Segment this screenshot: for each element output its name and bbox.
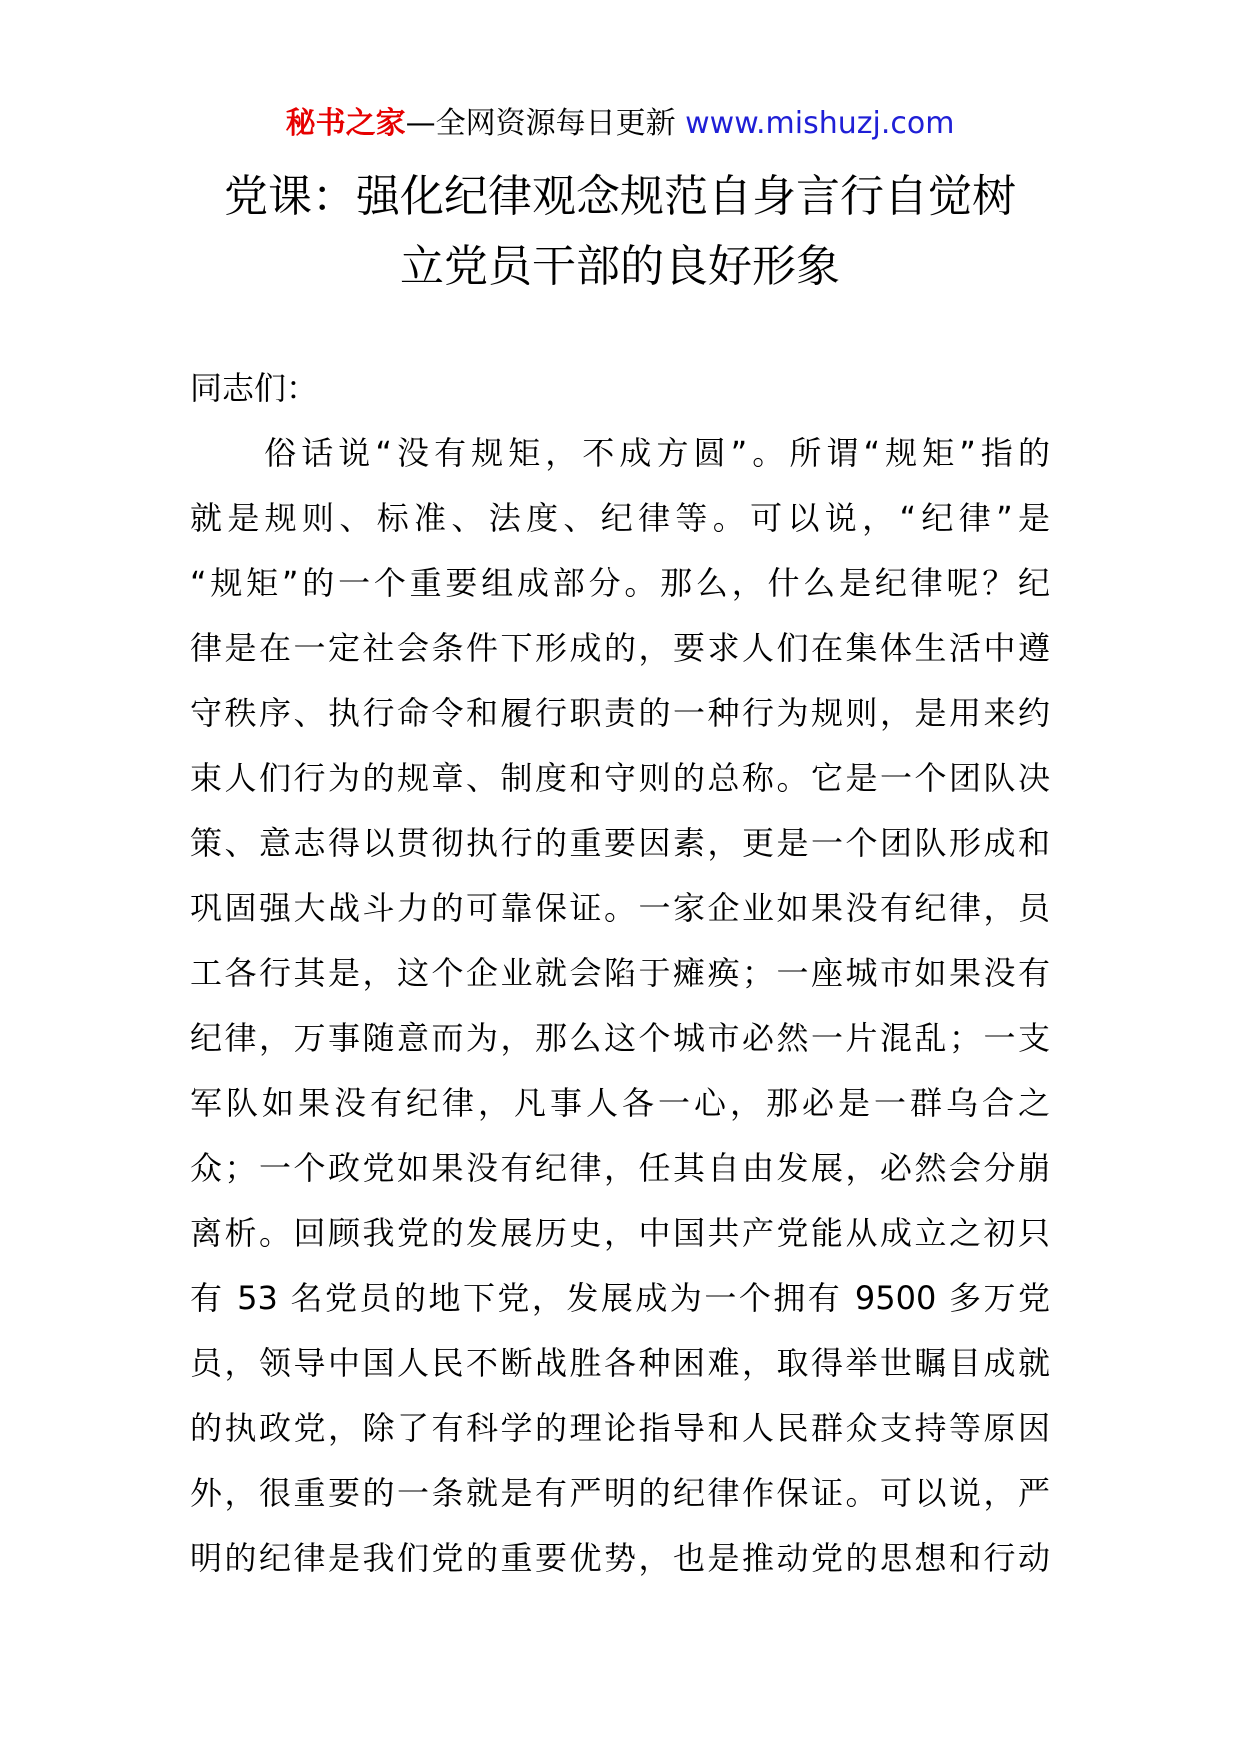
body-line: 员，领导中国人民不断战胜各种困难，取得举世瞩目成就 xyxy=(190,1344,1050,1382)
document-body xyxy=(190,356,1050,1591)
body-line: 明的纪律是我们党的重要优势，也是推动党的思想和行动 xyxy=(190,1539,1050,1577)
body-line: 俗话说“没有规矩，不成方圆”。所谓“规矩”指的 xyxy=(190,434,1050,472)
body-line: 巩固强大战斗力的可靠保证。一家企业如果没有纪律，员 xyxy=(190,889,1050,927)
body-line: 军队如果没有纪律，凡事人各一心，那必是一群乌合之 xyxy=(190,1084,1050,1122)
site-url-link[interactable]: www.mishuzj.com xyxy=(685,106,955,141)
body-line: 守秩序、执行命令和履行职责的一种行为规则，是用来约 xyxy=(190,694,1050,732)
body-line: 有 53 名党员的地下党，发展成为一个拥有 9500 多万党 xyxy=(190,1279,1050,1317)
document-title xyxy=(140,162,1100,302)
body-line: 纪律，万事随意而为，那么这个城市必然一片混乱；一支 xyxy=(190,1019,1050,1057)
body-line: 众；一个政党如果没有纪律，任其自由发展，必然会分崩 xyxy=(190,1149,1050,1187)
body-line: 离析。回顾我党的发展历史，中国共产党能从成立之初只 xyxy=(190,1214,1050,1252)
body-line: 律是在一定社会条件下形成的，要求人们在集体生活中遵 xyxy=(190,629,1050,667)
site-tagline: —全网资源每日更新 xyxy=(405,106,686,141)
body-line: 就是规则、标准、法度、纪律等。可以说，“纪律”是 xyxy=(190,499,1050,537)
site-header xyxy=(0,104,1240,144)
body-line: 外，很重要的一条就是有严明的纪律作保证。可以说，严 xyxy=(190,1474,1050,1512)
body-line: 的执政党，除了有科学的理论指导和人民群众支持等原因 xyxy=(190,1409,1050,1447)
body-line: 束人们行为的规章、制度和守则的总称。它是一个团队决 xyxy=(190,759,1050,797)
title-line: 党课：强化纪律观念规范自身言行自觉树 xyxy=(224,171,1016,222)
body-line: 工各行其是，这个企业就会陷于瘫痪；一座城市如果没有 xyxy=(190,954,1050,992)
title-line: 立党员干部的良好形象 xyxy=(400,241,840,292)
body-line: 策、意志得以贯彻执行的重要因素，更是一个团队形成和 xyxy=(190,824,1050,862)
site-brand: 秘书之家 xyxy=(285,106,406,141)
salutation: 同志们： xyxy=(190,369,319,407)
body-line: “规矩”的一个重要组成部分。那么，什么是纪律呢？纪 xyxy=(190,564,1050,602)
